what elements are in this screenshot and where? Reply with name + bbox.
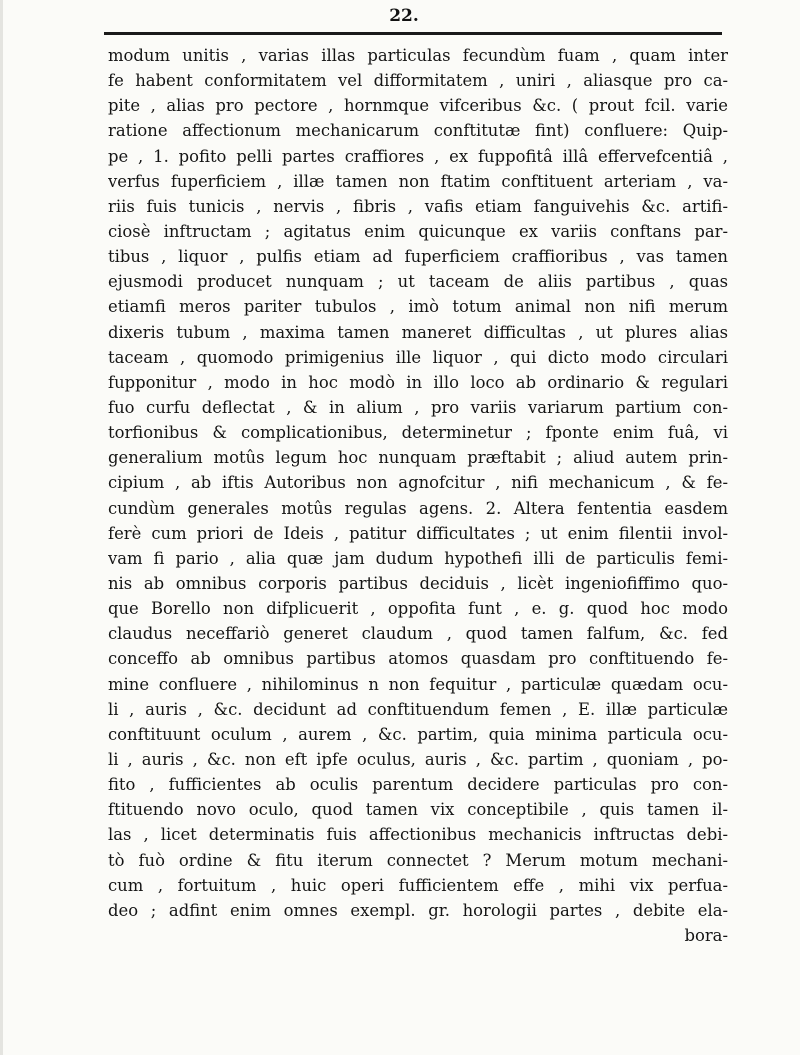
- text-line: mine confluere , nihilominus n non fequitur , particulæ quædam ocu-: [108, 674, 728, 694]
- text-line: fe habent conformitatem vel difformitatem , uniri , aliasque pro ca-: [108, 71, 728, 91]
- body-text: [108, 43, 728, 948]
- text-line: riis fuis tunicis , nervis , fibris , vafis etiam fanguivehis &c. artifi-: [108, 196, 728, 216]
- text-line: deo ; adfint enim omnes exempl. gr. horologii partes , debite ela-: [108, 900, 728, 920]
- page-margin-shadow: [0, 0, 3, 1055]
- text-line: pe , 1. pofito pelli partes craffiores , ex fuppofitâ illâ effervefcentiâ ,: [108, 146, 728, 166]
- text-line: cipium , ab iftis Autoribus non agnofcitur , nifi mechanicum , & fe-: [108, 473, 728, 493]
- header-rule: [104, 32, 722, 35]
- text-line: que Borello non difplicuerit , oppofita funt , e. g. quod hoc modo: [108, 599, 728, 619]
- text-line: tò fuò ordine & fitu iterum connectet ? Merum motum mechani-: [108, 850, 728, 870]
- text-line: conceffo ab omnibus partibus atomos quasdam pro conftituendo fe-: [108, 649, 728, 669]
- text-line: nis ab omnibus corporis partibus deciduis , licèt ingeniofiffimo quo-: [108, 573, 728, 593]
- text-line: modum unitis , varias illas particulas fecundùm fuam , quam inter: [108, 46, 728, 65]
- text-line: tibus , liquor , pulfis etiam ad fuperficiem craffioribus , vas tamen: [108, 247, 728, 267]
- page-number: 22.: [389, 6, 419, 26]
- text-line: taceam , quomodo primigenius ille liquor , qui dicto modo circulari: [108, 347, 728, 367]
- text-line: fito , fufficientes ab oculis parentum decidere particulas pro con-: [108, 775, 728, 795]
- text-line: cum , fortuitum , huic operi fufficientem effe , mihi vix perfua-: [108, 875, 728, 895]
- text-line: generalium motûs legum hoc nunquam præftabit ; aliud autem prin-: [108, 448, 728, 468]
- text-line: ratione affectionum mechanicarum conftitutæ fint) confluere: Quip-: [108, 121, 728, 141]
- text-line: claudus neceffariò generet claudum , quod tamen falfum, &c. fed: [108, 624, 728, 644]
- text-line: dixeris tubum , maxima tamen maneret difficultas , ut plures alias: [108, 322, 728, 342]
- text-line: li , auris , &c. non eft ipfe oculus, auris , &c. partim , quoniam , po-: [108, 749, 728, 769]
- catchword: bora-: [684, 925, 728, 945]
- text-line: torfionibus & complicationibus, determinetur ; fponte enim fuâ, vi: [108, 423, 728, 443]
- text-line: conftituunt oculum , aurem , &c. partim, quia minima particula ocu-: [108, 724, 728, 744]
- text-line: cundùm generales motûs regulas agens. 2. Altera fententia easdem: [108, 498, 728, 518]
- text-line: fupponitur , modo in hoc modò in illo loco ab ordinario & regulari: [108, 372, 728, 392]
- text-line: ferè cum priori de Ideis , patitur difficultates ; ut enim filentii invol-: [108, 523, 728, 543]
- text-line: fuo curfu deflectat , & in alium , pro variis variarum partium con-: [108, 397, 728, 417]
- text-line: ejusmodi producet nunquam ; ut taceam de aliis partibus , quas: [108, 272, 728, 292]
- text-line: vam fi pario , alia quæ jam dudum hypothefi illi de particulis femi-: [108, 548, 728, 568]
- text-line: li , auris , &c. decidunt ad conftituendum femen , E. illæ particulæ: [108, 699, 728, 719]
- text-line: pite , alias pro pectore , hornmque vifceribus &c. ( prout fcil. varie: [108, 96, 728, 116]
- text-line: etiamfi meros pariter tubulos , imò totum animal non nifi merum: [108, 297, 728, 317]
- text-line: verfus fuperficiem , illæ tamen non ftatim conftituent arteriam , va-: [108, 171, 728, 191]
- text-line: las , licet determinatis fuis affectionibus mechanicis inftructas debi-: [108, 825, 728, 845]
- text-line: ciosè inftructam ; agitatus enim quicunque ex variis conftans par-: [108, 221, 728, 241]
- text-line: ftituendo novo oculo, quod tamen vix conceptibile , quis tamen il-: [108, 800, 728, 820]
